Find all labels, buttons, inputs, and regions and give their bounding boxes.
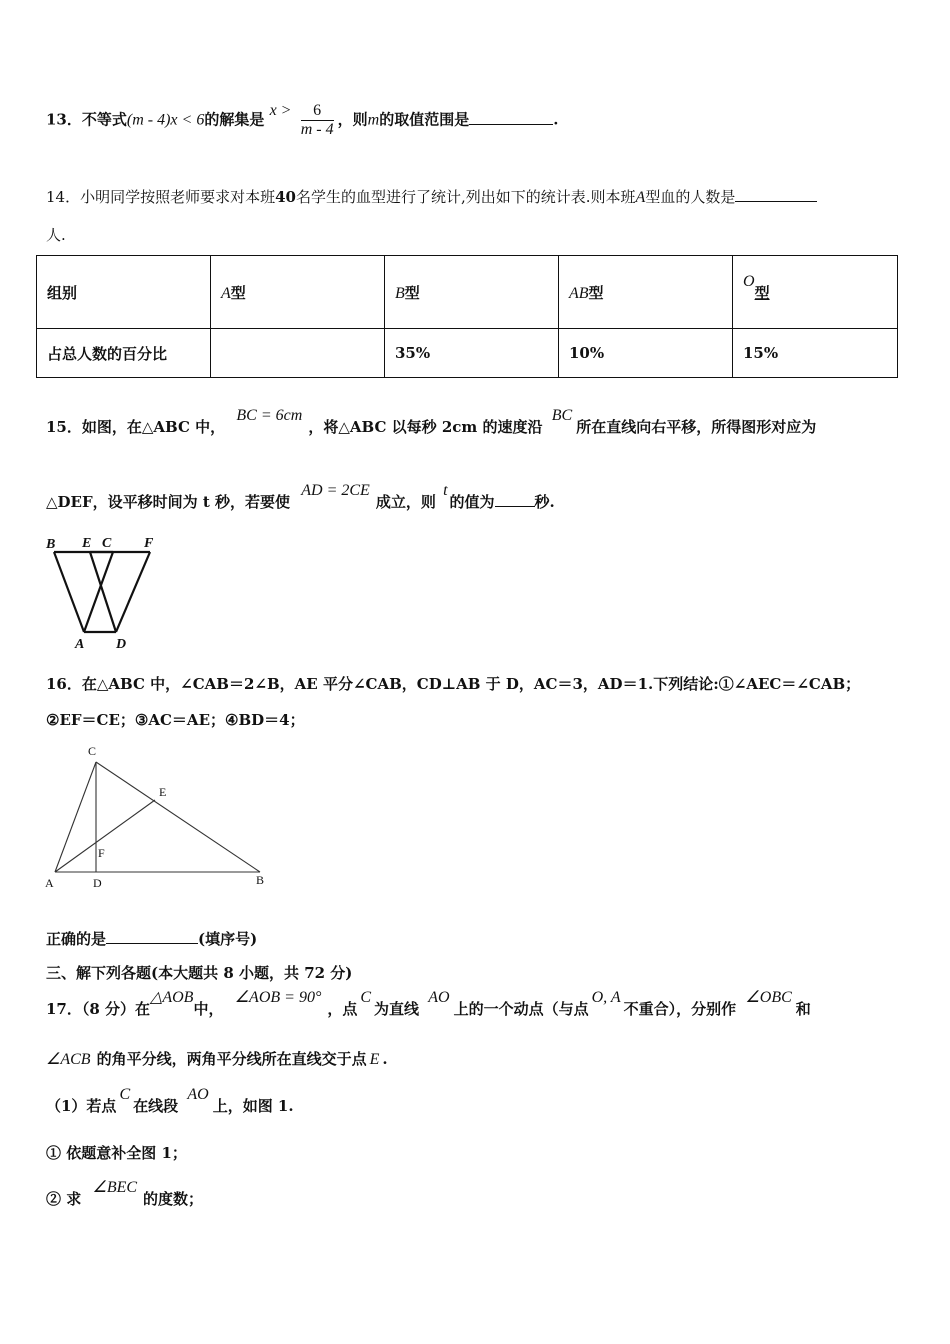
q16-answer-after: (填序号) <box>198 930 258 948</box>
q13-text-end: 的取值范围是 <box>379 110 470 129</box>
table-header-cell: O型 <box>733 256 898 329</box>
q17-math-e: E <box>369 1051 380 1068</box>
fig16-label-e: E <box>159 785 167 799</box>
q16-line2: ②EF＝CE；③AC＝AE；④BD＝4； <box>46 711 305 729</box>
q13-text-before: 不等式 <box>81 110 127 129</box>
q15-text3: 所在直线向右平移，所得图形对应为 <box>576 418 817 436</box>
fig16-label-b: B <box>256 873 265 887</box>
q17-t7: 的角平分线，两角平分线所在直线交于点 <box>96 1050 367 1068</box>
fig15-label-a: A <box>75 637 85 650</box>
q15-text2: ，将△ABC 以每秒 2cm 的速度沿 <box>308 418 543 436</box>
q17-line2 <box>46 1048 388 1069</box>
fig15-label-b: B <box>46 537 56 552</box>
q13-frac-den: m - 4 <box>300 121 334 138</box>
q16-answer-line <box>46 928 257 949</box>
q13-x-gt: x > <box>269 101 292 119</box>
q14-text-mid: 名学生的血型进行了统计,列出如下的统计表.则本班 <box>295 188 636 206</box>
q17-t2: ，点 <box>327 1000 358 1018</box>
q17-sub1-c2: 上，如图 1. <box>212 1097 294 1115</box>
q14-count: 40 <box>275 188 296 206</box>
q17-t3: 为直线 <box>374 1000 420 1018</box>
q17-math-tri: △AOB <box>150 989 194 1006</box>
q17-sub1-i: ① 依题意补全图 1； <box>46 1144 187 1162</box>
table-cell <box>211 329 385 378</box>
fig15-line-fd <box>116 552 150 632</box>
table-cell: 35% <box>385 329 559 378</box>
figure-15-translation <box>40 534 170 650</box>
q14-line1 <box>46 186 817 207</box>
q17-sub1-ii <box>46 1179 204 1209</box>
q13-inequality: (m - 4)x < 6 <box>126 111 205 129</box>
q17-sub1-c: C <box>119 1086 131 1103</box>
fig16-label-f: F <box>98 846 105 860</box>
fig15-label-d: D <box>116 637 127 650</box>
q13-fraction <box>301 102 334 139</box>
q13-text-after: ，则 <box>337 110 368 129</box>
q17-math-acb: ∠ACB <box>46 1051 91 1068</box>
q17-number: 17． <box>46 1000 82 1018</box>
q14-var: A <box>635 189 646 206</box>
figure-16-triangle <box>40 742 270 892</box>
fig15-line-ca <box>84 552 113 632</box>
fig16-line-ac <box>55 762 96 872</box>
q14-text-before: 小明同学按照老师要求对本班 <box>80 188 276 206</box>
q17-line1 <box>46 989 811 1019</box>
fig16-line-ae <box>55 800 155 872</box>
fig16-label-a: A <box>45 876 54 890</box>
q15-math3: AD = 2CE <box>301 482 370 499</box>
q15-text4: △DEF，设平移时间为 t 秒，若要使 <box>46 493 291 511</box>
q15-math1: BC = 6cm <box>236 407 303 424</box>
q14-line2: 人. <box>46 226 66 244</box>
table-row <box>37 329 898 378</box>
table-header-cell: 组别 <box>37 256 211 329</box>
q15-line2 <box>46 482 555 512</box>
q16-answer-blank <box>106 929 198 944</box>
fig15-label-c: C <box>102 536 112 551</box>
table-header-cell: AB型 <box>559 256 733 329</box>
q15-answer-blank <box>495 492 535 507</box>
fig15-label-e: E <box>82 536 92 551</box>
table-row-label: 占总人数的百分比 <box>37 329 211 378</box>
q17-math-c: C <box>360 989 372 1006</box>
fig16-label-d: D <box>93 876 102 890</box>
q17-sub1-ii-b: 的度数； <box>143 1190 204 1208</box>
q17-sub1-a: （1）若点 <box>46 1097 117 1115</box>
blood-type-table <box>36 255 898 378</box>
section-3-heading: 三、解下列各题(本大题共 8 小题，共 72 分) <box>46 964 353 982</box>
q15-math4: t <box>443 482 448 499</box>
q16-answer-before: 正确的是 <box>46 930 107 948</box>
table-header-row <box>37 256 898 329</box>
q17-sub1-ii-a: ② 求 <box>46 1190 82 1208</box>
q17-t8: . <box>382 1050 388 1068</box>
q17-sub1-ii-m: ∠BEC <box>92 1179 138 1196</box>
q17-math-oa: O, A <box>591 989 621 1006</box>
q17-t5: 不重合），分别作 <box>623 1000 737 1018</box>
fig15-label-f: F <box>144 536 154 551</box>
table-cell: 10% <box>559 329 733 378</box>
q17-sub1-line <box>46 1086 294 1116</box>
fig15-line-ed <box>90 552 116 632</box>
q15-number: 15． <box>46 418 82 436</box>
fig16-label-c: C <box>88 744 97 758</box>
q15-text7: 秒. <box>534 493 555 511</box>
q15-text6: 的值为 <box>449 493 495 511</box>
q15-line1 <box>46 407 817 437</box>
fig16-line-cb <box>96 762 260 872</box>
q15-math2: BC <box>551 407 573 424</box>
q17-score: （8 分）在 <box>81 1000 151 1018</box>
q13-line <box>46 102 558 139</box>
q15-text5: 成立，则 <box>375 493 436 511</box>
q13-end-mark: . <box>553 110 559 129</box>
q17-t6: 和 <box>795 1000 811 1018</box>
q13-frac-num: 6 <box>301 102 334 121</box>
table-cell: 15% <box>733 329 898 378</box>
q14-text-after: 型血的人数是 <box>645 188 736 206</box>
q13-var: m <box>367 111 380 129</box>
table-header-cell: A型 <box>211 256 385 329</box>
q17-math-angle: ∠AOB = 90° <box>234 989 322 1006</box>
q17-sub1-ao: AO <box>187 1086 209 1103</box>
q13-number: 13． <box>46 110 82 129</box>
q15-text1: 如图，在△ABC 中， <box>81 418 226 436</box>
fig15-line-ba <box>54 552 84 632</box>
q16-line1: 16．在△ABC 中，∠CAB＝2∠B，AE 平分∠CAB，CD⊥AB 于 D，AC＝3，AD＝1.下列结论:①∠AEC＝∠CAB； <box>46 675 861 693</box>
q13-text-mid: 的解集是 <box>204 110 265 129</box>
table-header-cell: B型 <box>385 256 559 329</box>
q17-math-obc: ∠OBC <box>745 989 792 1006</box>
q14-number: 14． <box>46 188 81 206</box>
q17-t1: 中， <box>193 1000 224 1018</box>
q17-sub1-b: 在线段 <box>133 1097 179 1115</box>
q17-math-ao: AO <box>428 989 450 1006</box>
q17-t4: 上的一个动点（与点 <box>453 1000 589 1018</box>
q13-answer-blank <box>469 110 553 125</box>
q14-answer-blank <box>735 187 817 202</box>
